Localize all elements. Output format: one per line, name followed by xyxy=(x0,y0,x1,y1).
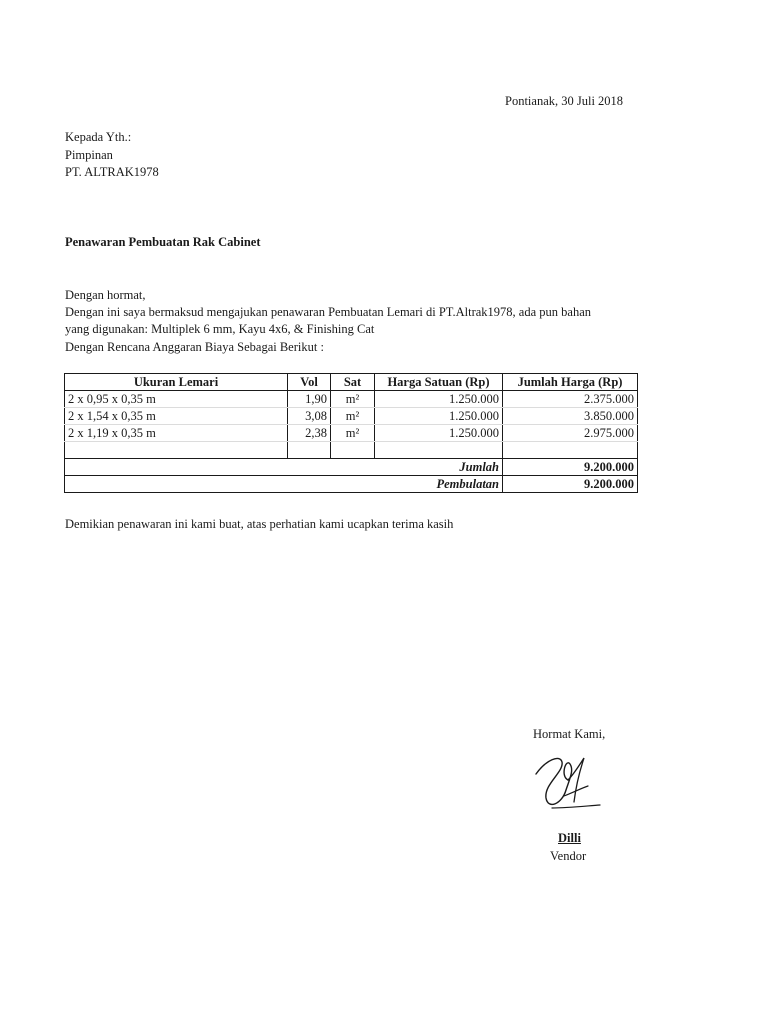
rounded-row xyxy=(65,476,638,493)
table-row xyxy=(65,425,638,442)
total-label: Jumlah xyxy=(65,459,503,476)
greeting: Dengan hormat, xyxy=(65,288,146,302)
table-row xyxy=(65,391,638,408)
signature-graphic xyxy=(530,750,605,818)
sign-off-salutation: Hormat Kami, xyxy=(533,727,606,741)
body-line-2: yang digunakan: Multiplek 6 mm, Kayu 4x6, & Finishing Cat xyxy=(65,322,375,336)
cell-size: 2 x 1,54 x 0,35 m xyxy=(65,408,288,425)
header-unit-price: Harga Satuan (Rp) xyxy=(375,374,503,391)
cell-unit-price: 1.250.000 xyxy=(375,425,503,442)
cell-vol: 2,38 xyxy=(288,425,331,442)
cell-unit-price: 1.250.000 xyxy=(375,391,503,408)
signer-name: Dilli xyxy=(558,831,581,845)
total-row xyxy=(65,459,638,476)
cell-size: 2 x 0,95 x 0,35 m xyxy=(65,391,288,408)
cell-unit: m² xyxy=(331,391,375,408)
signer-title: Vendor xyxy=(550,849,587,863)
header-unit: Sat xyxy=(331,374,375,391)
cell-unit: m² xyxy=(331,425,375,442)
closing-text: Demikian penawaran ini kami buat, atas perhatian kami ucapkan terima kasih xyxy=(65,517,454,531)
cell-unit: m² xyxy=(331,408,375,425)
cost-table xyxy=(64,373,638,493)
recipient-salutation: Kepada Yth.: xyxy=(65,130,132,144)
table-header-row xyxy=(65,374,638,391)
cell-vol: 3,08 xyxy=(288,408,331,425)
body-line-1: Dengan ini saya bermaksud mengajukan penawaran Pembuatan Lemari di PT.Altrak1978, ada pun bahan xyxy=(65,305,591,319)
recipient-title: Pimpinan xyxy=(65,148,113,162)
cell-vol: 1,90 xyxy=(288,391,331,408)
header-size: Ukuran Lemari xyxy=(65,374,288,391)
rounded-value: 9.200.000 xyxy=(503,476,638,493)
cell-total-price: 3.850.000 xyxy=(503,408,638,425)
cell-unit-price: 1.250.000 xyxy=(375,408,503,425)
body-line-3: Dengan Rencana Anggaran Biaya Sebagai Berikut : xyxy=(65,340,324,354)
subject-line: Penawaran Pembuatan Rak Cabinet xyxy=(65,235,261,249)
total-value: 9.200.000 xyxy=(503,459,638,476)
cell-size: 2 x 1,19 x 0,35 m xyxy=(65,425,288,442)
cell-total-price: 2.375.000 xyxy=(503,391,638,408)
cell-total-price: 2.975.000 xyxy=(503,425,638,442)
rounded-label: Pembulatan xyxy=(65,476,503,493)
table-row-empty xyxy=(65,442,638,459)
recipient-company: PT. ALTRAK1978 xyxy=(65,165,159,179)
place-date: Pontianak, 30 Juli 2018 xyxy=(505,94,624,108)
table-row xyxy=(65,408,638,425)
header-total-price: Jumlah Harga (Rp) xyxy=(503,374,638,391)
header-vol: Vol xyxy=(288,374,331,391)
